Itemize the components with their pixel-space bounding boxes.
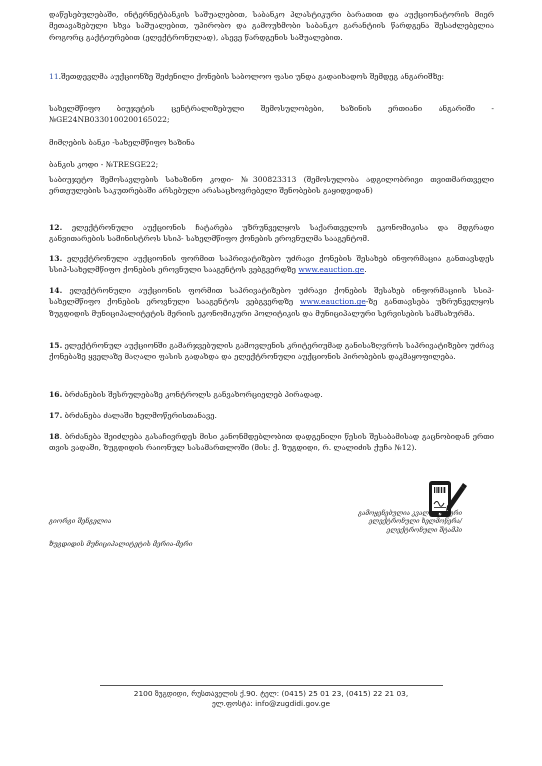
- paragraph-text: ელექტრონული აუქციონის ჩატარება უზრუნველყოს საქართველოს ეკონომიკისა და მდგრადი განვითარების სამინისტროს სსიპ- სახელმწიფო ქონების ეროვნულმა სააგენტომ.: [49, 223, 494, 244]
- eauction-link[interactable]: www.eauction.ge: [299, 297, 366, 307]
- paragraph-12: [49, 222, 494, 245]
- paragraph-number: 15.: [49, 341, 63, 350]
- paragraph-15: [49, 340, 494, 363]
- paragraph-payment-methods: [49, 9, 494, 43]
- paragraph-11: [49, 71, 494, 82]
- paragraph-14: [49, 285, 494, 319]
- paragraph-text: ბრძანების შესრულებაზე კონტროლს განვახორციელებ პირადად.: [62, 390, 323, 399]
- paragraph-budget-code: [49, 174, 494, 197]
- paragraph-text: ბანკის კოდი - №TRESGE22;: [49, 160, 159, 169]
- paragraph-number: 16.: [49, 390, 63, 399]
- paragraph-text: .შეთდევლმა აუქციონზე შეძენილი ქონების საბოლოო ფასი უნდა გადაიხადოს შემდეგ ანგარიშზე:: [58, 72, 445, 81]
- paragraph-text: -ზე განთავსება უზრუნველყოს ზუგდიდის მუნიციპალიტეტის მერიის ეკონომიკური პოლიტიკის და მუნიციპალური სერვისების სამსახურმა.: [49, 297, 494, 318]
- esig-caption-line: ელექტრონული შტამპი: [386, 526, 462, 534]
- paragraph-number: 18: [49, 432, 60, 441]
- footer-contact: [60, 689, 482, 709]
- paragraph-text: სახელმწიფო ბიუჯეტის ცენტრალიზებული შემოსულობები, ხაზინის ერთიანი ანგარიში - №GE24NB0330100200165022;: [49, 104, 494, 125]
- footer-divider: [100, 685, 443, 686]
- paragraph-text: . ბრძანება შეიძლება გასაჩივრდეს მისი კანონმდებლობით დადგენილი წესის შესაბამისად გაცნობიდან ერთი თვის ვადაში, ზუგდიდის რაიონულ სასამართლოში (მის: ქ. ზუგდიდი, რ. ლალიძის ქუჩა №12).: [49, 432, 494, 453]
- paragraph-number: 17.: [49, 411, 63, 420]
- paragraph-text: მიმღების ბანკი -სახელმწიფო ხაზინა: [49, 138, 195, 147]
- esig-caption-line: გამოყენებულია კვალიფიციური: [358, 510, 462, 517]
- signer-name: გიორგი შენგელია: [49, 517, 112, 525]
- paragraph-18: [49, 431, 494, 454]
- paragraph-text: საბიუჯეტო შემოსავლების სახაზინო კოდი- №300823313 (შემოსულობა ადგილობრივი თვითმართველი ერთეულების საკუთრებაში არსებული არასაცხოვრებელი შენობების გაყიდვიდან): [49, 175, 494, 196]
- paragraph-number: 12.: [49, 223, 63, 232]
- paragraph-text: ელექტრონული აუქციონის ფორმით საპრივატიზებო უძრავი ქონების შესახებ ინფორმაცია განთავსდეს სსიპ-სახელმწიფო ქონების ეროვნული სააგენტოს ვებგვერდზე: [49, 254, 494, 275]
- paragraph-text: ელექტრონული აუქციონის ფორმით საპრივატიზებო უძრავი ქონების შესახებ ინფორმაციის სსიპ-სახელმწიფო ქონების ეროვნული სააგენტოს ვებგვერდზე: [49, 286, 494, 307]
- paragraph-text: .: [364, 265, 367, 275]
- paragraph-recipient-account: [49, 103, 494, 126]
- paragraph-16: [49, 389, 494, 400]
- electronic-signature-caption: [322, 510, 462, 535]
- footer-email-line: ელ.ფოსტა: info@zugdidi.gov.ge: [211, 699, 331, 708]
- paragraph-bank-code: [49, 159, 494, 170]
- esig-caption-line: ელექტრონული ხელმოწერა/: [368, 518, 462, 526]
- paragraph-text: დაწესებულებაში, ინტერნეტბანკის საშუალებით, საბანკო პლასტიკური ბარათით და აუქციონატორის მიერ მეთავაზებული სხვა საშუალებით, უპირობო და გამოუხმობი საბანკო გარანტიის წარდგენა შესაძლებელია როგორც გაქტიურებით (ელექტრონულად), ასევე წარდგენის საშუალებით.: [49, 10, 494, 42]
- paragraph-text: ელექტრონულ აუქციონში გამარჯვებულის გამოვლენის კრიტერიუმად განისაზღვროს საპრივატიზებო უძრავ ქონებაზე ყველაზე მაღალი ფასის გადახდა და ელექტრონული აუქციონის პირობების დაკმაყოფილება.: [49, 341, 494, 362]
- eauction-link[interactable]: www.eauction.ge: [298, 265, 365, 275]
- paragraph-13: [49, 253, 494, 276]
- paragraph-text: ბრძანება ძალაში ხელმოწერისთანავე.: [62, 411, 217, 420]
- paragraph-number: 13.: [49, 254, 63, 263]
- paragraph-recipient-bank: [49, 137, 494, 148]
- signer-organization: ზუგდიდის მუნიციპალიტეტის მერია-მერი: [49, 540, 193, 548]
- paragraph-17: [49, 410, 494, 421]
- footer-address-line: 2100 ზუგდიდი, რუსთაველის ქ.90. ტელ: (0415) 25 01 23, (0415) 22 21 03,: [133, 689, 409, 698]
- paragraph-number: 11: [49, 72, 59, 81]
- paragraph-number: 14.: [49, 286, 63, 295]
